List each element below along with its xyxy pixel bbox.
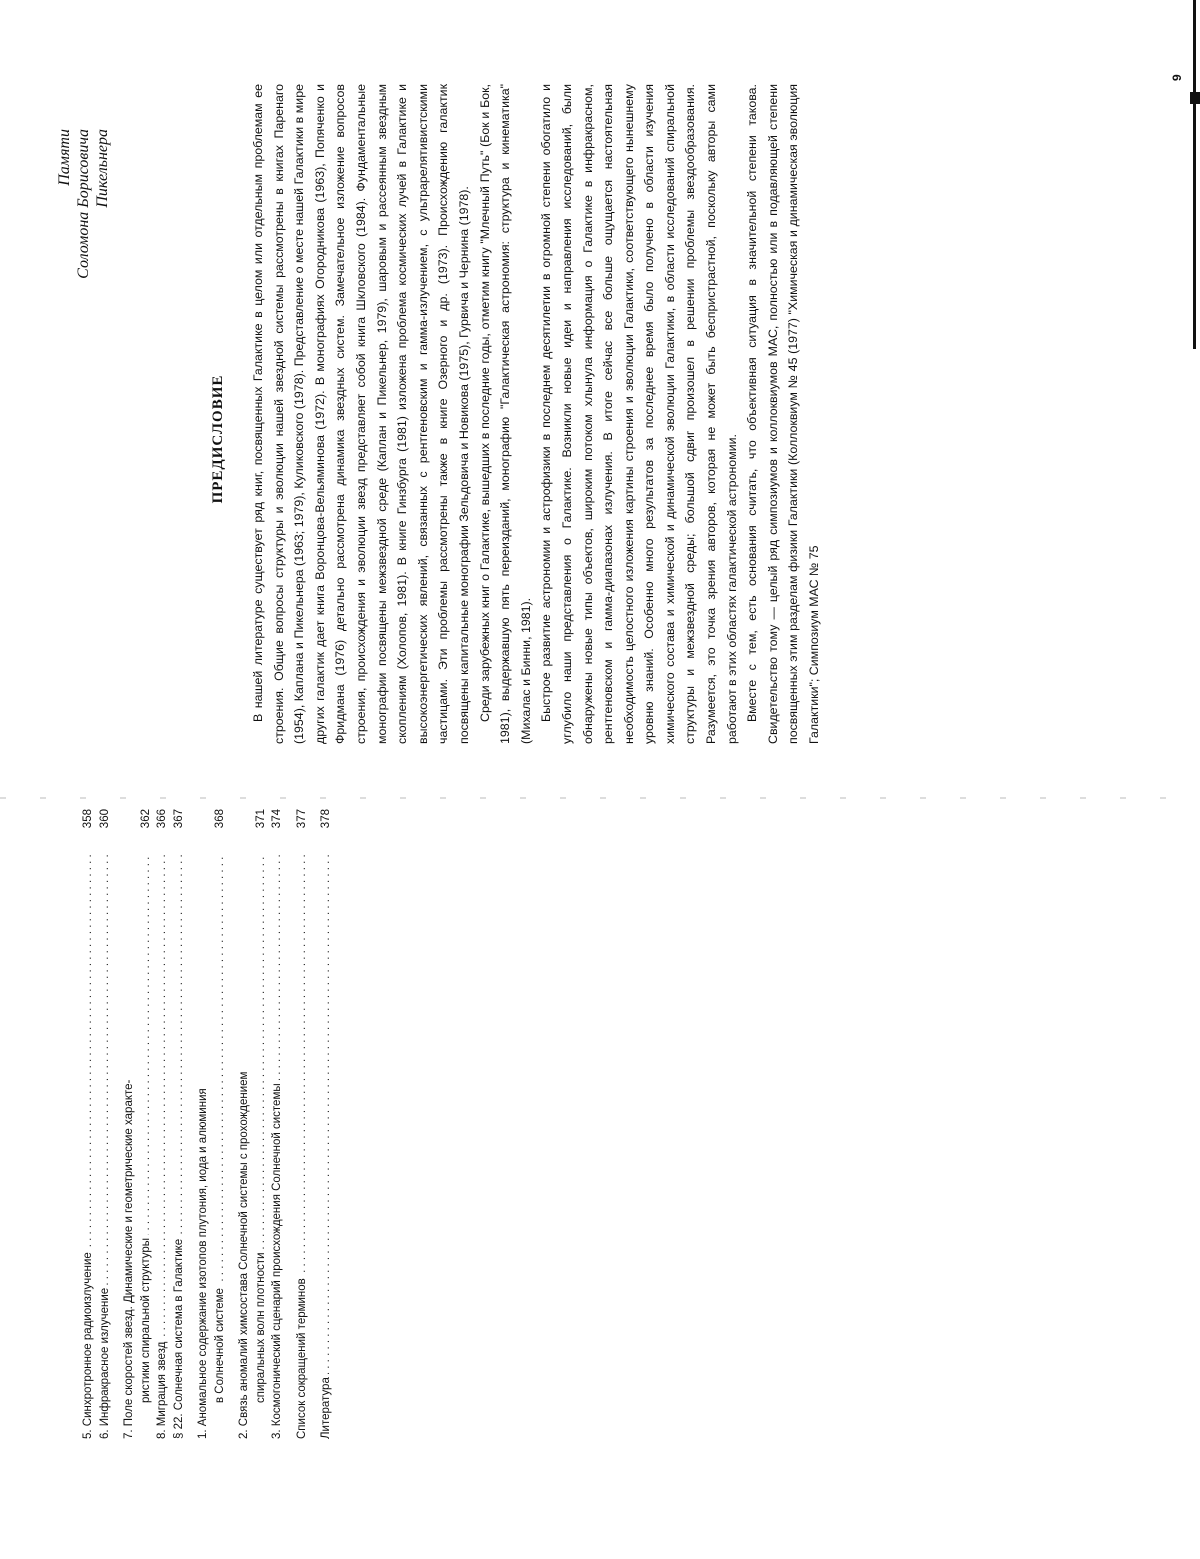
toc-entry-page: 367: [172, 809, 185, 829]
toc-entry-title: 3. Космогонический сценарий происхождения Солнечной системы: [271, 1080, 283, 1439]
toc-entry: [195, 809, 212, 1439]
toc-entry: [97, 809, 114, 1439]
toc-entry: [171, 809, 188, 1439]
toc-entry-page: 377: [295, 809, 308, 829]
toc-entry: [236, 809, 253, 1439]
dedication: [55, 129, 112, 379]
toc-entry-page: 360: [98, 809, 111, 829]
toc-entry: [154, 809, 171, 1439]
toc-entry-continuation: [138, 809, 155, 1439]
toc-entry-title: 2. Связь аномалий химсостава Солнечной системы с прохождением: [238, 1069, 250, 1439]
table-of-contents: [80, 809, 335, 1439]
toc-entry-title-cont: ристики спиральной структуры: [140, 1235, 152, 1403]
preface-body: [248, 84, 825, 744]
toc-entry-title: Литература: [320, 1374, 332, 1439]
dedication-line: Памяти: [56, 129, 73, 186]
toc-entry-page: 366: [156, 809, 168, 829]
scan-shadow: [0, 797, 1200, 799]
dedication-line: Соломона Борисовича: [75, 129, 92, 279]
toc-entry-page: 371: [254, 809, 267, 829]
toc-entry: [121, 809, 138, 1439]
binding-edge-mark: [1190, 92, 1200, 104]
toc-entry-page: 378: [320, 809, 332, 829]
toc-entry-continuation: [212, 809, 229, 1439]
preface-paragraph: Вместе с тем, есть основания считать, что объективная ситуация в значительной степени такова. Свидетельство тому — целый ряд симпозиумов и коллоквиумов МАС, полностью или в подавляющей степени посвященных этим разделам физики Галактики (Коллоквиум № 45 (1977) "Химическая и динамическая эволюция Галактики"; Симпозиум МАС № 75: [745, 84, 822, 744]
toc-entry-title: § 22. Солнечная система в Галактике: [173, 1236, 185, 1439]
toc-entry-continuation: [253, 809, 270, 1439]
toc-entry: [80, 809, 97, 1439]
toc-entry-page: 368: [213, 809, 226, 829]
preface-paragraph: Быстрое развитие астрономии и астрофизики в последнем десятилетии в огромной степени обогатило и углубило наши представления о Галактике. Возникли новые идеи и направления исследований, были обнаружены новые типы объектов, широким потоком хлынула информация о Галактике в инфракрасном, рентгеновском и гамма-диапазонах излучения. В итоге сейчас все больше ощущается настоятельная необходимость целостного изложения картины строения и эволюции Галактики, соответствующего нынешнему уровню знаний. Особенно много результатов за последнее время было получено в области изучения химического состава и химической и динамической эволюции Галактики, в области исследований спиральной структуры и межзвездной среды; большой сдвиг произошел в решении проблемы звездообразования. Разумеется, это точка зрения авторов, которая не может быть беспристрастной, поскольку авторы сами работают в этих областях галактической астрономии.: [539, 84, 739, 744]
toc-entry: [269, 809, 286, 1439]
binding-edge-line: [1193, 0, 1196, 349]
toc-entry-title-cont: в Солнечной системе: [214, 1285, 226, 1403]
toc-entry-title: 5. Синхротронное радиоизлучение: [82, 1249, 94, 1439]
toc-entry-title: 8. Миграция звезд: [156, 1339, 168, 1439]
preface-paragraph: В нашей литературе существует ряд книг, посвященных Галактике в целом или отдельным проблемам ее строения. Общие вопросы структуры и эволюции нашей звездной системы рассмотрены в книгах Паренаго (1954), Каплана и Пикельнера (1963; 1979), Куликовского (1978). Представление о месте нашей Галактики в мире других галактик дает книга Воронцова-Вельяминова (1972). В монографиях Огородникова (1963), Попяченко и Фридмана (1976) детально рассмотрена динамика звездных систем. Замечательное изложение вопросов строения, происхождения и эволюции звезд представляет собой книга Шкловского (1984). Фундаментальные монографии посвящены межзвездной среде (Каплан и Пикельнер, 1979), шаровым и рассеянным звездным скоплениям (Холопов, 1981). В книге Гинзбурга (1981) изложена проблема космических лучей в Галактике и высокоэнергетических явлений, связанных с рентгеновским и гамма-излучением, с ультрарелятивистскими частицами. Эти проблемы рассмотрены также в книге Озерного и др. (1973). Происхождению галактик посвящены капитальные монографии Зельдовича и Новикова (1975), Гурвича и Чернина (1978).: [251, 84, 471, 744]
toc-entry-title: Список сокращений терминов: [296, 1275, 308, 1439]
preface-paragraph: Среди зарубежных книг о Галактике, вышедших в последние годы, отметим книгу "Млечный Путь" (Бок и Бок, 1981), выдержавшую пять переизданий, монографию "Галактическая астрономия: структура и кинематика" (Михалас и Бинни, 1981).: [477, 84, 533, 744]
toc-entry-title-cont: спиральных волн плотности: [255, 1250, 267, 1404]
toc-entry-title: 1. Аномальное содержание изотопов плутония, иода и алюминия: [197, 1085, 209, 1439]
preface-title: ПРЕДИСЛОВИЕ: [210, 374, 226, 504]
toc-entry-title: 6. Инфракрасное излучение: [99, 1285, 111, 1439]
page-number: 9: [1170, 74, 1184, 81]
toc-entry-page: 358: [82, 809, 94, 829]
dedication-line: Пикельнера: [94, 129, 111, 208]
toc-entry: [318, 809, 335, 1439]
toc-entry-page: 362: [139, 809, 152, 829]
toc-entry: [294, 809, 311, 1439]
toc-entry-page: 374: [271, 809, 283, 829]
toc-entry-title: 7. Поле скоростей звезд. Динамические и геометрические характе-: [123, 1077, 135, 1439]
